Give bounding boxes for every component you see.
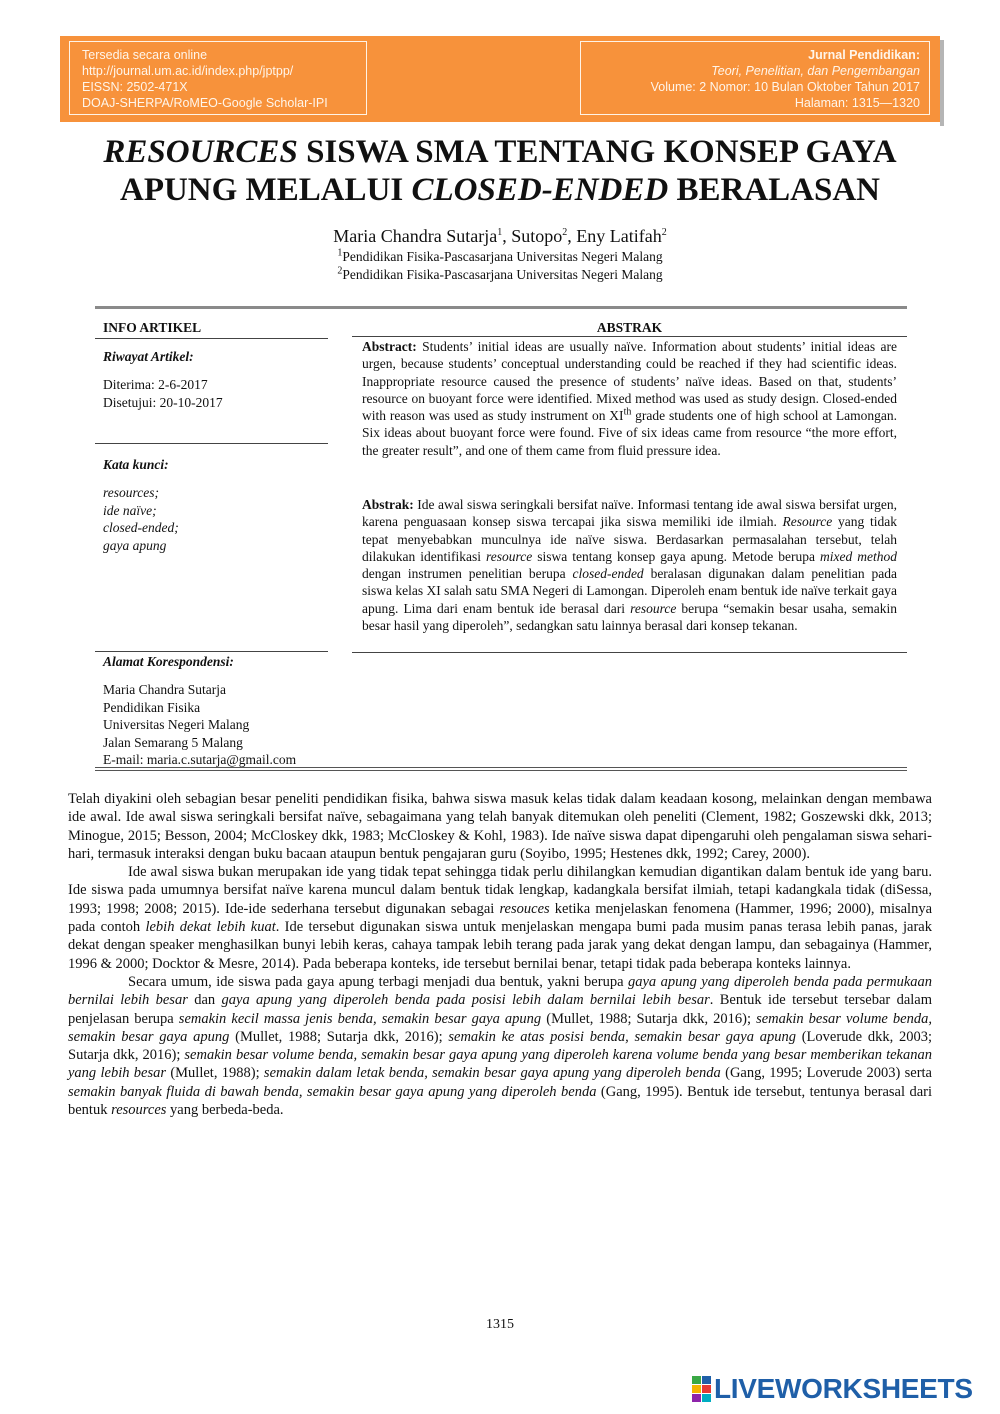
para-text: (Mullet, 1988); [166, 1065, 264, 1082]
para-italic: semakin besar volume benda, semakin besar gaya apung [68, 1010, 932, 1045]
abstract-id-label: Abstrak: [362, 497, 414, 512]
journal-subtitle: Teori, Penelitian, dan Pengembangan [711, 64, 920, 78]
abstract-indonesian [362, 496, 897, 634]
abstract-en-text: Students’ initial ideas are usually naïve. Information about students’ initial ideas are urgen, because students’ conceptual understanding could be reached if they had scientific ideas. Inappropriate resource caused the presence of students’ naïve ideas. Based on that, students’ resource on buoyant force were identified. Mixed method was used as study design. Closed-ended with reason was used as study instrument on XI [362, 339, 897, 424]
abstract-bottom-rule [352, 652, 907, 653]
para-italic: semakin banyak fluida di bawah benda, semakin besar gaya apung yang diperoleh benda [68, 1083, 597, 1100]
abstract-id-text: beralasan digunakan dalam penelitian pada siswa kelas XI salah satu SMA Negeri di Lamongan. Diperoleh enam bentuk ide naïve terkait gaya apung. Lima dari enam bentuk ide berasal dari [362, 566, 897, 616]
journal-pages: Halaman: 1315—1320 [794, 96, 920, 110]
history-label: Riwayat Artikel: [103, 349, 194, 364]
corr-name: Maria Chandra Sutarja [103, 682, 226, 697]
correspondence-block [103, 681, 296, 769]
abstract-id-italic: mixed method [820, 548, 897, 564]
paper-title [40, 133, 960, 209]
page-number: 1315 [486, 1317, 514, 1332]
journal-volume: Volume: 2 Nomor: 10 Bulan Oktober Tahun 2017 [650, 80, 920, 94]
author-list [0, 226, 1000, 247]
article-top-rule [95, 306, 907, 309]
received-date: Diterima: 2-6-2017 [103, 377, 208, 392]
abstract-heading: ABSTRAK [596, 320, 663, 335]
keyword: ide naïve; [103, 502, 157, 518]
liveworksheets-wordmark: LIVEWORKSHEETS [714, 1373, 973, 1404]
para-text: Ide awal siswa bukan merupakan ide yang tidak tepat sehingga tidak perlu dihilangkan kemudian digantikan dalam bentuk ide yang baru. Ide siswa pada umumnya bersifat naïve karena muncul dalam bentuk tidak lengkap, kadangkala bersifat ilmiah, tetapi kadangkala tidak (diSessa, 1993; 1998; 2008; 2015). Ide-ide sederhana tersebut digunakan sebagai [68, 864, 932, 917]
affiliation-2 [0, 267, 1000, 283]
author-1: Maria Chandra Sutarja [333, 226, 498, 246]
para-text: ketika menjelaskan fenomena (Hammer, 1996; 2000), misalnya pada contoh [68, 900, 933, 936]
para-text: (Mullet, 1988; Sutarja dkk, 2016); [541, 1010, 757, 1027]
author-2-sup: 2 [562, 227, 568, 238]
author-3-sup: 2 [661, 227, 667, 238]
para-text: yang berbeda-beda. [166, 1102, 284, 1119]
keyword: resources; [103, 485, 159, 500]
article-bottom-rule-2 [95, 770, 907, 771]
affil-text: Pendidikan Fisika-Pascasarjana Universitas Negeri Malang [342, 267, 663, 282]
para-text: . Bentuk ide tersebut tersebar dalam penjelasan berupa [68, 992, 932, 1027]
para-italic: resources [111, 1102, 167, 1119]
para-italic: semakin dalam letak benda, semakin besar gaya apung yang diperoleh benda [263, 1065, 721, 1082]
liveworksheets-logo[interactable] [692, 1373, 973, 1405]
author-2: Sutopo [511, 226, 563, 246]
history-dates [103, 376, 223, 411]
approved-date: Disetujui: 20-10-2017 [103, 394, 223, 410]
abstract-id-italic: closed-ended [572, 566, 644, 582]
keyword: closed-ended; [103, 520, 179, 535]
journal-info-box [580, 41, 930, 115]
abstract-id-text: dengan instrumen penelitian berupa [362, 566, 573, 582]
abstract-id-italic: Resource [782, 514, 833, 530]
journal-url: http://journal.um.ac.id/index.php/jptpp/ [82, 64, 294, 78]
abstract-id-italic: resource [630, 600, 677, 616]
abstract-id-italic: resource [485, 548, 533, 564]
abstract-rule [352, 336, 907, 337]
para-italic: gaya apung yang diperoleh benda pada permukaan bernilai lebih besar [68, 973, 933, 1009]
keywords-list [103, 484, 179, 554]
author-sep: , [567, 226, 577, 246]
author-3: Eny Latifah [576, 226, 662, 246]
availability-box [69, 41, 367, 115]
paragraph-1: Telah diyakini oleh sebagian besar peneliti pendidikan fisika, bahwa siswa masuk kelas tidak dalam keadaan kosong, melainkan dengan membawa ide awal. Ide awal siswa seringkali bersifat naïve, sebagaimana yang telah banyak ditemukan oleh peneliti (Clement, 1982; Goszewski dkk, 2013; Minogue, 2015; Besson, 2004; McCloskey dkk, 1983; McCloskey & Kohl, 1983). Ide naïve siswa dapat dipengaruhi oleh pengalaman siswa sehari-hari, termasuk interaksi dengan buku bacaan ataupun bentuk pengajaran guru (Soyibo, 1995; Hestenes dkk, 1992; Carey, 2000). [68, 791, 932, 862]
abstract-en-text-2: grade students one of high school at Lamongan. Six ideas about buoyant force were found. Five of six ideas came from resource “the more effort, the greater result”, and one of them came from fluid pressure idea. [362, 408, 897, 458]
availability-text: Tersedia secara online [82, 48, 208, 62]
affil-sup: 2 [337, 265, 343, 277]
para-italic: resouces [499, 900, 550, 917]
para-italic: semakin besar volume benda, semakin besar gaya apung yang diperoleh karena volume benda yang besar memberikan tekanan yang lebih besar [68, 1047, 932, 1082]
title-italic-2: CLOSED-ENDED [411, 172, 669, 208]
abstract-id-text: Ide awal siswa seringkali bersifat naïve. Informasi tentang ide awal siswa bersifat urgen, karena penguasaan konsep siswa tercapai jika siswa memiliki ide ilmiah. [362, 497, 897, 530]
correspondence-label: Alamat Korespondensi: [103, 654, 234, 669]
keywords-label: Kata kunci: [103, 457, 169, 472]
paragraph-2 [68, 863, 932, 973]
info-rule [95, 338, 328, 339]
corr-email: E-mail: maria.c.sutarja@gmail.com [103, 752, 297, 767]
info-rule [95, 443, 328, 444]
title-line1: SISWA SMA TENTANG KONSEP GAYA [297, 134, 897, 170]
para-italic: gaya apung yang diperoleh benda pada posisi lebih dalam bernilai lebih besar [221, 992, 710, 1009]
eissn: EISSN: 2502-471X [82, 80, 188, 94]
author-sep: , [502, 226, 512, 246]
corr-univ: Universitas Negeri Malang [103, 717, 250, 732]
corr-address: Jalan Semarang 5 Malang [103, 734, 243, 750]
liveworksheets-icon [692, 1376, 710, 1402]
info-rule [95, 651, 328, 652]
para-text: dan [187, 992, 222, 1009]
para-text: (Gang, 1995; Loverude 2003) serta [720, 1065, 932, 1082]
para-text: Secara umum, ide siswa pada gaya apung terbagi menjadi dua bentuk, yakni berupa [128, 973, 628, 990]
indexing: DOAJ-SHERPA/RoMEO-Google Scholar-IPI [82, 96, 328, 110]
abstract-id-text: siswa tentang konsep gaya apung. Metode berupa [532, 548, 820, 564]
abstract-en-sup: th [623, 406, 632, 418]
para-text: (Mullet, 1988; Sutarja dkk, 2016); [229, 1028, 449, 1045]
para-italic: semakin kecil massa jenis benda, semakin besar gaya apung [178, 1010, 542, 1027]
abstract-id-text: yang tidak tepat menyebabkan munculnya ide naïve siswa. Berdasarkan permasalahan tersebut, telah dilakukan identifikasi [362, 514, 897, 564]
abstract-en-label: Abstract: [362, 339, 417, 354]
abstract-english [362, 338, 897, 459]
banner-shadow [940, 40, 944, 126]
affiliation-1 [0, 249, 1000, 265]
article-bottom-rule [95, 767, 907, 768]
journal-title: Jurnal Pendidikan: [808, 48, 920, 62]
para-italic: semakin ke atas posisi benda, semakin besar gaya apung [448, 1028, 796, 1045]
title-italic-1: RESOURCES [103, 134, 298, 170]
corr-dept: Pendidikan Fisika [103, 699, 201, 715]
para-text: (Loverude dkk, 2003; Sutarja dkk, 2016); [68, 1028, 932, 1064]
info-heading: INFO ARTIKEL [103, 320, 202, 335]
title-line2-end: BERALASAN [668, 172, 880, 208]
body-text [68, 790, 932, 1119]
title-line2-start: APUNG MELALUI [119, 172, 412, 208]
author-1-sup: 1 [497, 227, 503, 238]
abstract-id-text: berupa “semakin besar usaha, semakin besar hasil yang diperoleh”, sedangkan satu lainnya berasal dari konsep tekanan. [362, 600, 898, 634]
affil-sup: 1 [337, 247, 343, 259]
para-text: . Ide tersebut digunakan siswa untuk menjelaskan mengapa bumi pada musim panas terasa lebih panas, jarak dekat dengan speaker menghasilkan bunyi lebih keras, cahaya tampak lebih terang pada jarak yang dekat dengan lampu, dan sebagainya (Hammer, 1996 & 2000; Docktor & Mesre, 2014). Pada beberapa konteks, ide tersebut bernilai benar, tetapi tidak pada beberapa konteks lainnya. [68, 919, 932, 972]
para-italic: lebih dekat lebih kuat [145, 919, 276, 936]
journal-banner [60, 36, 940, 122]
paragraph-3 [68, 973, 932, 1119]
affil-text: Pendidikan Fisika-Pascasarjana Universitas Negeri Malang [342, 249, 663, 264]
keyword: gaya apung [103, 537, 167, 553]
para-text: (Gang, 1995). Bentuk ide tersebut, tentunya berasal dari bentuk [68, 1083, 933, 1119]
